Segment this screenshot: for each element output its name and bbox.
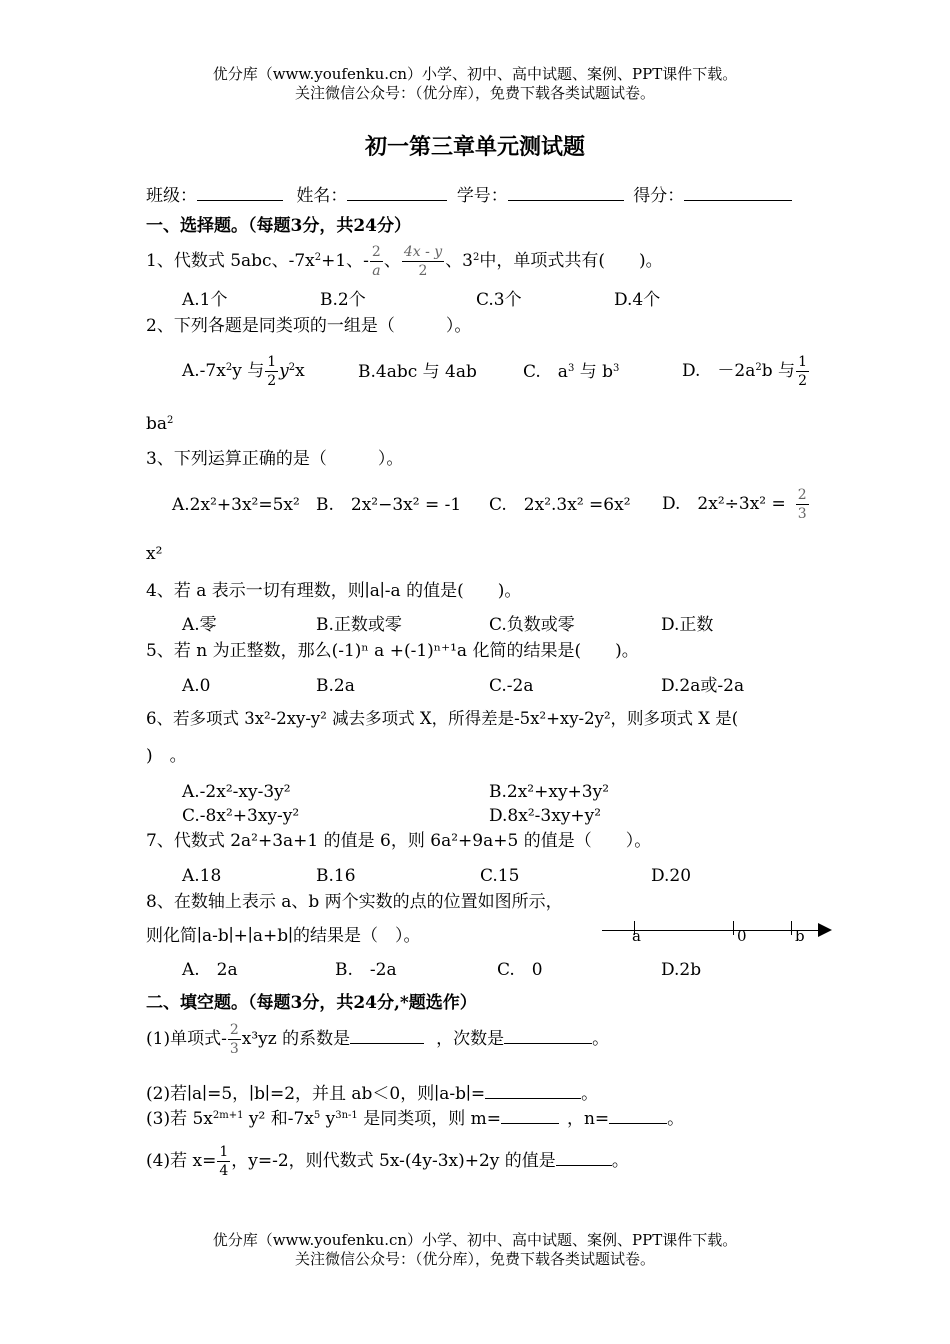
q2-d-fraction: $\frac{1}{2}$ (798, 354, 807, 389)
q1-text-3: 、 (383, 251, 401, 271)
q6-option-a[interactable]: A.-2x²-xy-3y² (182, 782, 291, 802)
fill-1-blank-degree[interactable] (504, 1027, 592, 1044)
label-a: a (632, 927, 641, 945)
number-line-arrow-icon (818, 923, 832, 937)
q6-option-d[interactable]: D.8x²-3xy+y² (489, 806, 602, 826)
fill-1: (1)单项式- $\frac{2}{3}$ x³yz 的系数是 ，次数是 。 (146, 1022, 610, 1057)
q1-option-a[interactable]: A.1个 (182, 290, 228, 310)
q7-option-a[interactable]: A.18 (182, 866, 222, 886)
tick-b (791, 921, 792, 935)
id-label: 学号： (456, 186, 508, 206)
q6-option-b[interactable]: B.2x²+xy+3y² (489, 782, 610, 802)
section1-heading: 一、选择题。（每题3分，共24分） (146, 216, 411, 236)
id-blank[interactable] (508, 184, 624, 201)
class-blank[interactable] (197, 184, 283, 201)
q3-stem: 3、下列运算正确的是（ ）。 (146, 449, 404, 469)
q4-option-a[interactable]: A.零 (182, 615, 217, 635)
q1-option-d[interactable]: D.4个 (614, 290, 661, 310)
class-label: 班级： (146, 186, 197, 206)
q8-option-a[interactable]: A. 2a (182, 960, 238, 980)
q1-text-2: +1、- (321, 251, 369, 271)
q2-option-c[interactable]: C. $a^3$ 与 $b^3$ (523, 362, 620, 382)
q2-option-d[interactable]: D. $-2a^2b$ 与 $\frac{1}{2}$ (682, 354, 807, 389)
q4-stem: 4、若 a 表示一切有理数，则∣a∣-a 的值是( )。 (146, 581, 522, 601)
q2-continuation: $ba^2$ (146, 414, 174, 434)
q3-option-c[interactable]: C. 2x².3x² =6x² (489, 495, 631, 515)
fill-3: (3)若 $5x^{2m+1}$ y² 和$-7x^5$ $y^{3n-1}$ 是同类项，则 m= ，n= 。 (146, 1109, 685, 1129)
q1-option-c[interactable]: C.3个 (476, 290, 522, 310)
q4-option-c[interactable]: C.负数或零 (489, 615, 575, 635)
q3-continuation: x² (146, 544, 163, 564)
q6-stem-line1: 6、若多项式 3x²-2xy-y² 减去多项式 X，所得差是-5x²+xy-2y²，则多项式 X 是( (146, 709, 739, 728)
label-b: b (795, 927, 805, 945)
q5-option-c[interactable]: C.-2a (489, 676, 534, 696)
q8-stem-line2: 则化简∣a-b∣+∣a+b∣的结果是（ ）。 (146, 926, 421, 946)
q5-stem: 5、若 n 为正整数，那么(-1)ⁿ a +(-1)ⁿ⁺¹a 化简的结果是( )。 (146, 641, 639, 661)
q7-option-b[interactable]: B.16 (316, 866, 356, 886)
header-line-2: 关注微信公众号：（优分库），免费下载各类试题试卷。 (294, 84, 655, 102)
q6-option-c[interactable]: C.-8x²+3xy-y² (182, 806, 300, 826)
q2-option-b[interactable]: B.4abc 与 4ab (358, 362, 477, 382)
q1-text-1: 1、代数式 5abc、-7x (146, 251, 315, 271)
q5-option-b[interactable]: B.2a (316, 676, 355, 696)
score-blank[interactable] (684, 184, 792, 201)
q3-option-d[interactable]: D. 2x²÷3x² = $\frac{2}{3}$ (662, 487, 807, 522)
q3-option-a[interactable]: A.2x²+3x²=5x² (172, 495, 300, 515)
q7-option-c[interactable]: C.15 (480, 866, 520, 886)
q7-stem: 7、代数式 2a²+3a+1 的值是 6，则 6a²+9a+5 的值是（ ）。 (146, 831, 652, 851)
fill-2: (2)若∣a∣=5，∣b∣=2，并且 ab＜0，则∣a-b∣= 。 (146, 1084, 599, 1104)
q8-option-c[interactable]: C. 0 (497, 960, 543, 980)
fill-3-blank-m[interactable] (501, 1107, 559, 1124)
page-title: 初一第三章单元测试题 (364, 134, 585, 160)
q8-stem-line1: 8、在数轴上表示 a、b 两个实数的点的位置如图所示， (146, 892, 563, 912)
q2-option-a[interactable]: $A.-7x^2y$ 与 $\frac{1}{2}$ $y^2x$ (182, 354, 305, 389)
q8-option-b[interactable]: B. -2a (335, 960, 397, 980)
fill-2-blank[interactable] (485, 1082, 581, 1099)
fill-4: (4)若 x= $\frac{1}{4}$ ，y=-2，则代数式 5x-(4y-3x)+2y 的值是 。 (146, 1144, 629, 1179)
q7-option-d[interactable]: D.20 (651, 866, 692, 886)
fill-4-fraction: $\frac{1}{4}$ (219, 1144, 229, 1179)
q1-fraction-2: $\frac{4x - y}{2}$ (403, 244, 443, 279)
fill-4-blank[interactable] (556, 1149, 612, 1166)
q8-option-d[interactable]: D.2b (661, 960, 702, 980)
q5-option-d[interactable]: D.2a或-2a (661, 676, 745, 696)
info-line (146, 184, 792, 205)
q3-option-b[interactable]: B. 2x²−3x² = -1 (316, 495, 462, 515)
q1-text-5: 中，单项式共有( )。 (479, 251, 663, 271)
label-zero: 0 (737, 927, 747, 945)
footer-line-2: 关注微信公众号：（优分库），免费下载各类试题试卷。 (294, 1250, 655, 1268)
footer-line-1: 优分库（www.youfenku.cn）小学、初中、高中试题、案例、PPT课件下载。 (212, 1231, 738, 1249)
fill-3-blank-n[interactable] (609, 1107, 667, 1124)
fill-1-blank-coefficient[interactable] (350, 1027, 424, 1044)
q1-stem: 1、代数式 5abc、$-7x^2+1$、- $\frac{2}{a}$ 、 $\frac{4x - y}{2}$ 、$3^2$中，单项式共有( )。 (146, 244, 663, 279)
header-line-1: 优分库（www.youfenku.cn）小学、初中、高中试题、案例、PPT课件下载。 (212, 65, 738, 83)
q3-d-fraction: $\frac{2}{3}$ (797, 487, 807, 522)
q1-option-b[interactable]: B.2个 (320, 290, 366, 310)
section2-heading: 二、填空题。（每题3分，共24分,*题选作） (146, 993, 477, 1013)
q2-a-fraction: $\frac{1}{2}$ (267, 354, 277, 389)
tick-zero (733, 921, 734, 935)
q6-stem-line2: ) 。 (146, 746, 187, 766)
q1-fraction-1: $\frac{2}{a}$ (371, 244, 381, 279)
name-blank[interactable] (347, 184, 447, 201)
q4-option-d[interactable]: D.正数 (661, 615, 714, 635)
score-label: 得分： (633, 186, 685, 206)
q2-stem: 2、下列各题是同类项的一组是（ ）。 (146, 316, 472, 336)
q4-option-b[interactable]: B.正数或零 (316, 615, 402, 635)
fill-1-fraction: $\frac{2}{3}$ (229, 1022, 239, 1057)
q1-text-4: 、3 (445, 251, 474, 271)
name-label: 姓名： (296, 186, 348, 206)
q5-option-a[interactable]: A.0 (182, 676, 211, 696)
